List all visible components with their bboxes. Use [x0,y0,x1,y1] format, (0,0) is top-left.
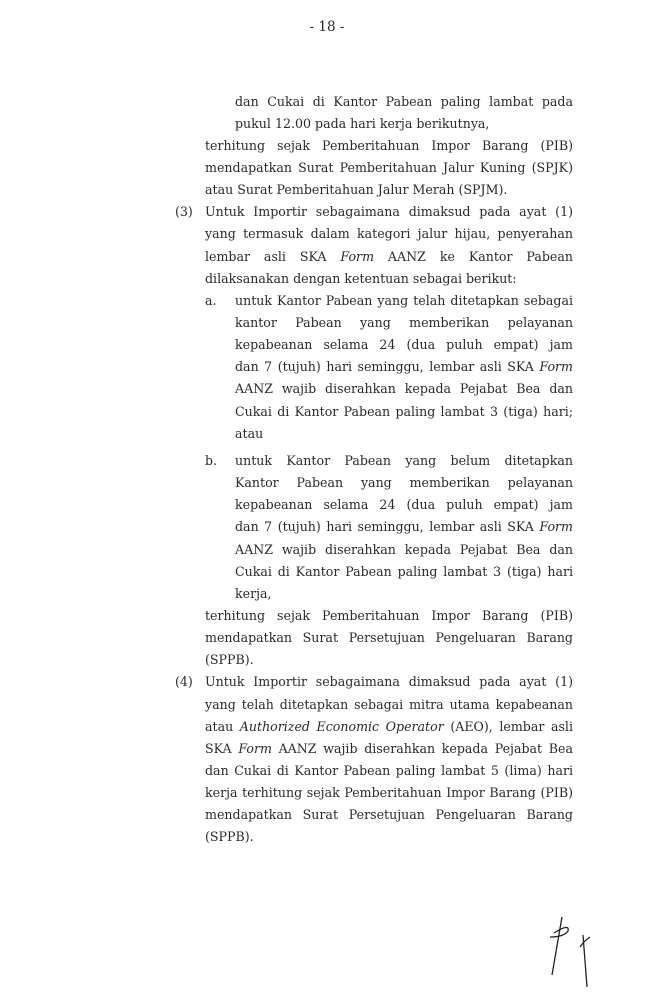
text-line [205,717,573,736]
italic-term: Form [539,359,573,375]
text-line [235,335,573,354]
text-line [205,606,573,625]
text-run: AANZ wajib diserahkan kepada Pejabat Bea dan [235,381,573,397]
text-run: dan Cukai di Kantor Pabean paling lambat pada [235,93,573,109]
text-line [205,827,254,846]
text-run: terhitung sejak Pemberitahuan Impor Barang (PIB) [205,137,573,153]
text-line [235,517,573,536]
text-line [205,805,573,824]
paraf-initials [540,915,620,995]
text-run: mendapatkan Surat Persetujuan Pengeluaran Barang [205,807,573,823]
text-line [205,695,573,714]
italic-term: Authorized Economic Operator [239,718,444,734]
page-number: - 18 - [309,19,345,35]
text-run: lembar asli SKA [205,248,341,264]
text-line [205,628,573,647]
text-line [205,672,573,691]
text-line [205,136,573,155]
text-line [205,158,573,177]
text-line [235,451,573,470]
text-line [205,269,517,288]
text-run: Untuk Importir sebagaimana dimaksud pada ayat (1) [205,674,573,690]
item-label: (3) [175,204,193,220]
text-run: dan 7 (tujuh) hari seminggu, lembar asli SKA [235,359,540,375]
text-line [205,739,573,758]
text-run: kepabeanan selama 24 (dua puluh empat) jam [235,497,573,513]
text-run: Kantor Pabean yang memberikan pelayanan [235,475,573,491]
text-run: yang telah ditetapkan sebagai mitra utama kepabeanan [205,696,573,712]
text-run: AANZ wajib diserahkan kepada Pejabat Bea [271,740,573,756]
text-run: AANZ wajib diserahkan kepada Pejabat Bea dan [235,541,573,557]
text-line [235,114,489,133]
text-run: (AEO), lembar asli [443,718,573,734]
text-line [205,247,573,266]
text-run: (SPPB). [205,652,254,668]
text-run: mendapatkan Surat Persetujuan Pengeluaran Barang [205,630,573,646]
text-line [235,313,573,332]
text-line [235,540,573,559]
text-run: Cukai di Kantor Pabean paling lambat 3 (tiga) hari [235,563,573,579]
text-run: terhitung sejak Pemberitahuan Impor Barang (PIB) [205,607,573,623]
italic-term: Form [340,248,375,264]
text-line [235,495,573,514]
text-line [235,402,573,421]
text-run: atau Surat Pemberitahuan Jalur Merah (SPJM). [205,182,508,198]
italic-term: Form [238,740,272,756]
item-label: (4) [175,674,193,690]
text-run: (SPPB). [205,829,254,845]
text-run: AANZ ke Kantor Pabean [374,248,573,264]
text-line [205,224,573,243]
text-line [235,424,263,443]
text-line [205,650,254,669]
text-run: kerja terhitung sejak Pemberitahuan Impor Barang (PIB) [205,785,573,801]
text-run: mendapatkan Surat Pemberitahuan Jalur Kuning (SPJK) [205,159,573,175]
text-line [235,584,272,603]
text-line [235,357,573,376]
text-run: untuk Kantor Pabean yang belum ditetapkan [235,452,573,468]
item-label: a. [205,292,217,308]
text-run: kerja, [235,585,272,601]
text-run: Cukai di Kantor Pabean paling lambat 3 (tiga) hari; [235,403,573,419]
italic-term: Form [539,519,573,535]
text-run: dan 7 (tujuh) hari seminggu, lembar asli SKA [235,519,540,535]
text-run: kepabeanan selama 24 (dua puluh empat) jam [235,337,573,353]
text-run: atau [235,425,264,441]
text-line [235,562,573,581]
text-line [205,783,573,802]
text-line [235,291,573,310]
text-line [205,761,573,780]
text-run: kantor Pabean yang memberikan pelayanan [235,315,573,330]
text-run: dilaksanakan dengan ketentuan sebagai berikut: [205,270,517,286]
text-line [235,379,573,398]
text-line [205,202,573,221]
text-run: pukul 12.00 pada hari kerja berikutnya, [235,115,490,131]
item-label: b. [205,452,218,468]
text-run: atau [205,718,240,734]
text-line [235,473,573,492]
text-run: Untuk Importir sebagaimana dimaksud pada ayat (1) [205,204,573,220]
text-run: SKA [205,740,239,756]
text-line [205,180,507,199]
text-run: untuk Kantor Pabean yang telah ditetapkan sebagai [235,292,573,308]
text-run: dan Cukai di Kantor Pabean paling lambat 5 (lima) hari [205,763,573,778]
text-run: yang termasuk dalam kategori jalur hijau, penyerahan [205,226,573,242]
text-line [235,92,573,111]
